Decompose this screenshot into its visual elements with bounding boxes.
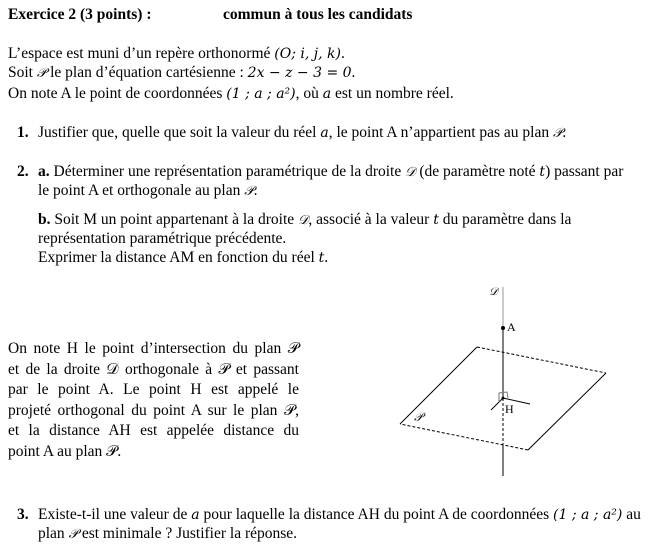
question-3-line-1 [38,506,641,524]
q3-line2-end: est minimale ? Justifier la réponse. [77,525,298,542]
q2a-label: a. [38,163,50,180]
plane-edge-right [528,373,606,450]
intro-line-1-end: . [340,45,345,62]
q1-variable-a: a [320,125,329,141]
definition-line: par le point A. Le point H est appelé le [8,381,299,398]
q3-variable-a: a [191,507,200,523]
figure-point-h-label: H [505,402,514,416]
exercise-audience: commun à tous les candidats [223,6,413,23]
question-3-line-2 [38,525,297,543]
question-2-number: 2. [17,163,29,180]
plane-edge-top [477,347,606,373]
q2b-line3-end: . [324,249,329,266]
plane-equation: 2x − z − 3 = 0 [247,65,352,81]
q2a-plane-symbol: 𝒫 [244,184,254,199]
point-a-dot [501,326,505,330]
q1-text-start: Justifier que, quelle que soit la valeur du réel [38,124,321,141]
plane-edge-bottom [400,424,528,450]
plane-edge-left [400,347,477,424]
figure-line-label: 𝒟 [489,285,498,298]
q2b-parameter-t: t [433,212,439,228]
intro-line-2-start: Soit [8,64,37,81]
q2b-line1-start: Soit M un point appartenant à la droite [50,211,299,228]
plane-symbol: 𝒫 [36,66,47,81]
q3-point-a-coords: (1 ; a ; a²) [553,507,623,523]
q2b-label: b. [38,211,51,228]
intro-line-3-start: On note A le point de coordonnées [8,85,227,102]
q3-plane-symbol: 𝒫 [68,527,78,542]
q1-text-mid: , le point A n’appartient pas au plan [328,124,553,141]
q2a-parameter-t: t [539,164,546,180]
figure-point-a-label: A [507,320,516,334]
definition-line: et de la droite 𝒟 orthogonale à 𝒫 et passant [8,360,299,378]
point-h-dot [502,397,505,400]
q2a-line2-start: le point A et orthogonale au plan [38,182,245,199]
definition-line: On note H le point d’intersection du plan 𝒫 [8,340,299,357]
figure-plane-label: 𝒫 [414,410,423,424]
frame-notation: (O; i, j, k) [274,46,341,62]
exercise-title: Exercice 2 (3 points) : [8,6,152,23]
q3-line1-end: au [622,506,641,523]
perp-line-left [491,398,503,410]
q2a-line2-end: . [253,182,258,199]
q2b-line3-start: Exprimer la distance AM en fonction du réel [38,249,319,266]
q3-line1-mid: pour laquelle la distance AH du point A de coordonnées [199,506,553,523]
q1-plane-symbol: 𝒫 [552,126,563,141]
q2b-line1-end: du paramètre dans la [438,211,572,228]
q2a-line1-mid: (de paramètre noté [415,163,540,180]
q3-line2-start: plan [38,525,69,542]
intro-line-3-end: est un nombre réel. [331,85,454,102]
q1-text-end: . [562,124,567,141]
q2b-line1-mid: , associé à la valeur [308,211,434,228]
definition-line: et la distance AH est appelée distance du [8,422,299,439]
definition-line: projeté orthogonal du point A sur le plan 𝒫, [8,401,299,419]
intro-line-3-mid: , où [295,85,323,102]
point-a-coords: (1 ; a ; a²) [226,86,296,102]
variable-a: a [322,86,332,102]
question-2b-line-2: représentation paramétrique précédente. [38,230,287,247]
q3-line1-start: Existe-t-il une valeur de [38,506,192,523]
intro-line-1-text: L’espace est muni d’un repère orthonormé [8,45,275,62]
q2a-line-symbol: 𝒟 [405,165,416,180]
intro-line-2-mid: le plan d’équation cartésienne : [46,64,248,81]
question-3-number: 3. [17,506,29,523]
q2a-line1-start: Déterminer une représentation paramétrique de la droite [49,163,406,180]
intro-line-2-end: . [351,64,356,81]
question-1-number: 1. [17,124,29,141]
definition-line: point A au plan 𝒫. [8,442,122,460]
q2b-parameter-t-2: t [318,250,325,266]
q2a-line1-end: ) passant par [545,163,624,180]
q2b-line-symbol: 𝒟 [298,213,309,228]
